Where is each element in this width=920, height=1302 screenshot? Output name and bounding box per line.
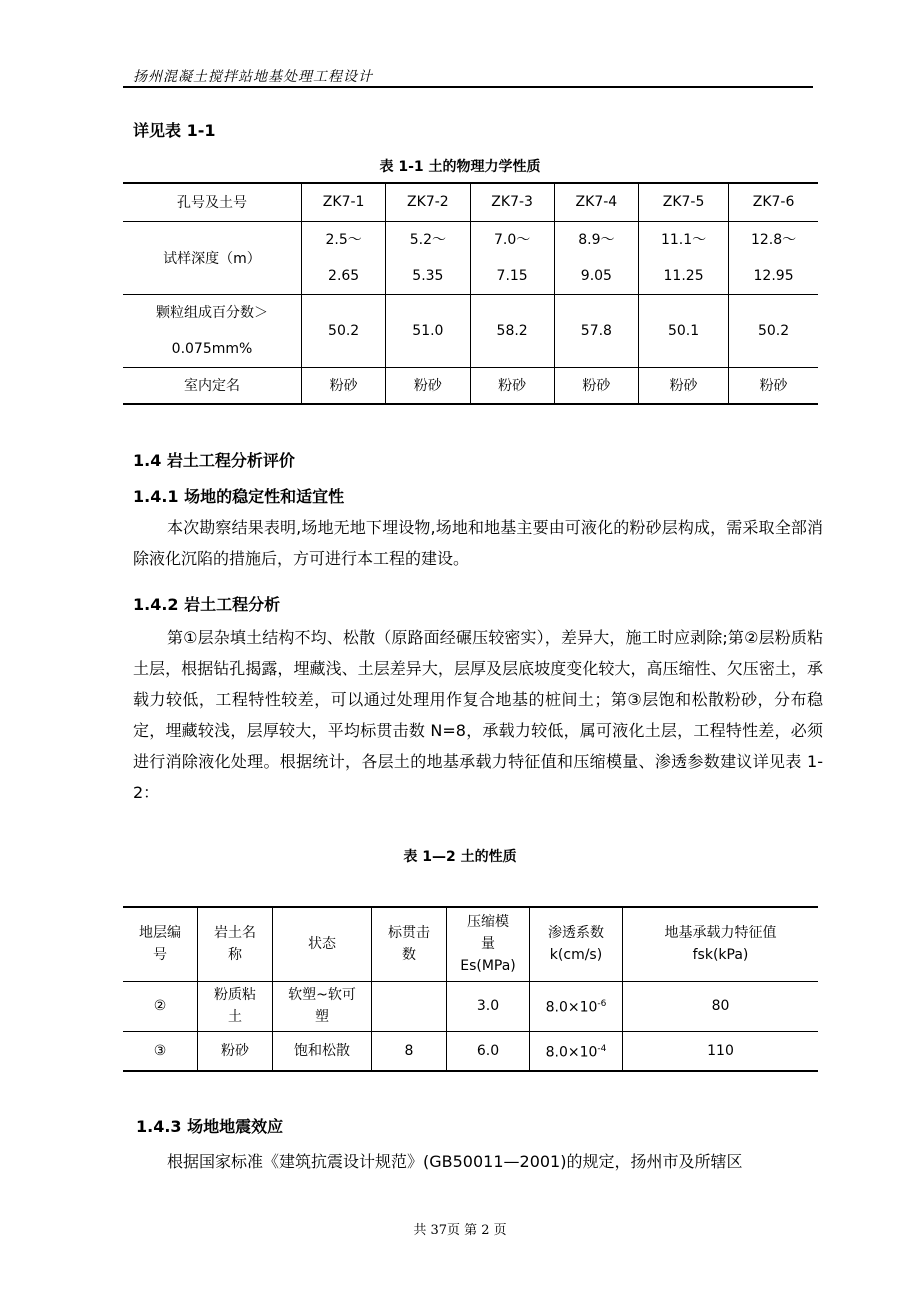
table-header-cell: 孔号及土号 — [123, 183, 302, 221]
row-label: 试样深度（m） — [123, 221, 302, 294]
table-cell: 50.1 — [639, 294, 729, 367]
table-cell: ② — [123, 981, 198, 1031]
table-header-cell — [372, 907, 447, 981]
depth-from: 11.1～ — [660, 231, 707, 248]
table2-caption: 表 1—2 土的性质 — [403, 849, 517, 865]
table-cell — [273, 981, 372, 1031]
depth-from: 8.9～ — [578, 231, 615, 248]
table-cell: 110 — [623, 1031, 819, 1071]
row-label-line: 颗粒组成百分数＞ — [156, 304, 268, 321]
table-cell — [639, 221, 729, 294]
cell-line: 土 — [228, 1009, 242, 1025]
table-header-cell: ZK7-5 — [639, 183, 729, 221]
header-line: 渗透系数 — [548, 925, 604, 942]
table-header-cell — [447, 907, 530, 981]
row-label-line: 0.075mm% — [171, 340, 253, 357]
section-heading: 1.4.1 场地的稳定性和适宜性 — [133, 487, 345, 506]
depth-to: 11.25 — [663, 267, 704, 284]
header-line: 标贯击 — [388, 925, 430, 942]
table-cell — [530, 981, 623, 1031]
table-cell: 粉砂 — [198, 1031, 273, 1071]
table-cell: 粉砂 — [302, 367, 386, 404]
header-line: Es(MPa) — [460, 958, 516, 975]
table-cell: 8 — [372, 1031, 447, 1071]
soil-nature-table — [123, 906, 818, 1072]
depth-from: 12.8～ — [750, 231, 797, 248]
header-line: 称 — [228, 947, 242, 964]
paragraph-text: 根据国家标准《建筑抗震设计规范》(GB50011—2001)的规定，扬州市及所辖区 — [167, 1152, 743, 1171]
depth-from: 7.0～ — [493, 231, 531, 248]
header-rule — [123, 86, 813, 88]
table-cell — [554, 221, 638, 294]
depth-from: 5.2～ — [409, 231, 446, 248]
table-header-cell — [623, 907, 819, 981]
k-exponent: -6 — [597, 999, 607, 1010]
table-row — [123, 221, 818, 294]
header-line: 号 — [153, 947, 167, 964]
header-line: k(cm/s) — [549, 947, 603, 964]
table-cell: 粉砂 — [554, 367, 638, 404]
header-line: 压缩模 — [467, 914, 509, 931]
header-line: 岩土名 — [214, 925, 256, 942]
page-footer: 共 37页 第 2 页 — [413, 1223, 507, 1238]
table-header-cell: 状态 — [273, 907, 372, 981]
table-cell — [729, 221, 818, 294]
k-value: 8.0×10 — [545, 1044, 598, 1061]
depth-to: 7.15 — [496, 267, 528, 284]
header-line: 地基承载力特征值 — [664, 925, 777, 942]
table-cell — [198, 981, 273, 1031]
section-heading: 1.4.3 场地地震效应 — [136, 1117, 284, 1136]
table-cell: 粉砂 — [639, 367, 729, 404]
depth-to: 5.35 — [412, 267, 444, 284]
paragraph — [133, 1146, 823, 1177]
paragraph-text: 本次勘察结果表明,场地无地下埋设物,场地和地基主要由可液化的粉砂层构成，需采取全部消除液化沉陷的措施后，方可进行本工程的建设。 — [133, 518, 823, 568]
cell-line: 软塑~软可 — [288, 987, 356, 1003]
k-value: 8.0×10 — [545, 999, 598, 1016]
table-cell: 3.0 — [447, 981, 530, 1031]
running-header: 扬州混凝土搅拌站地基处理工程设计 — [133, 69, 373, 85]
header-line: 数 — [402, 947, 416, 964]
k-exponent: -4 — [597, 1043, 607, 1054]
paragraph — [133, 512, 823, 574]
table-cell: 50.2 — [729, 294, 818, 367]
table-cell: 饱和松散 — [273, 1031, 372, 1071]
table-header-cell: ZK7-6 — [729, 183, 818, 221]
header-line: 地层编 — [139, 925, 181, 942]
table-header-cell: ZK7-1 — [302, 183, 386, 221]
table-header-row — [123, 183, 818, 221]
table-header-cell — [198, 907, 273, 981]
table-cell: 51.0 — [386, 294, 470, 367]
table-cell: 57.8 — [554, 294, 638, 367]
table-cell: 80 — [623, 981, 819, 1031]
table-header-cell — [123, 907, 198, 981]
depth-to: 9.05 — [580, 267, 612, 284]
table-header-cell: ZK7-2 — [386, 183, 470, 221]
table-cell — [470, 221, 554, 294]
table1-caption: 表 1-1 土的物理力学性质 — [379, 159, 541, 175]
cell-line: 粉质粘 — [214, 987, 256, 1003]
table-cell: 粉砂 — [386, 367, 470, 404]
table-cell — [302, 221, 386, 294]
table-cell — [372, 981, 447, 1031]
table-row — [123, 367, 818, 404]
section-heading: 1.4 岩土工程分析评价 — [133, 451, 295, 470]
depth-from: 2.5～ — [325, 231, 362, 248]
table-cell — [530, 1031, 623, 1071]
table-header-cell: ZK7-3 — [470, 183, 554, 221]
table-row — [123, 294, 818, 367]
paragraph — [133, 622, 823, 808]
header-line: 量 — [481, 936, 495, 953]
cell-line: 塑 — [315, 1009, 329, 1025]
row-label — [123, 294, 302, 367]
table-cell: 58.2 — [470, 294, 554, 367]
table-header-cell: ZK7-4 — [554, 183, 638, 221]
header-line: fsk(kPa) — [692, 947, 749, 964]
paragraph-text: 第①层杂填土结构不均、松散（原路面经碾压较密实），差异大，施工时应剥除;第②层粉质粘土层，根据钻孔揭露，埋藏浅、土层差异大，层厚及层底坡度变化较大，高压缩性、欠压密土，承载力较低，工程特性较差，可以通过处理用作复合地基的桩间土；第③层饱和松散粉砂，分布稳定，埋藏较浅，层厚较大，平均标贯击数 N=8，承载力较低，属可液化土层，工程特性差，必须进行消除液化处理。根据统计，各层土的地基承载力特征值和压缩模量、渗透参数建议详见表 1-2： — [133, 628, 823, 802]
table-cell: 粉砂 — [470, 367, 554, 404]
table-cell: 6.0 — [447, 1031, 530, 1071]
table-row — [123, 1031, 818, 1071]
depth-to: 12.95 — [753, 267, 794, 284]
soil-properties-table — [123, 182, 818, 405]
row-label: 室内定名 — [123, 367, 302, 404]
table-cell: 粉砂 — [729, 367, 818, 404]
table-header-cell — [530, 907, 623, 981]
section-heading: 1.4.2 岩土工程分析 — [133, 595, 281, 614]
table-cell: 50.2 — [302, 294, 386, 367]
table-cell: ③ — [123, 1031, 198, 1071]
table-header-row — [123, 907, 818, 981]
table-cell — [386, 221, 470, 294]
depth-to: 2.65 — [328, 267, 360, 284]
table-row — [123, 981, 818, 1031]
intro-text: 详见表 1-1 — [133, 121, 216, 140]
